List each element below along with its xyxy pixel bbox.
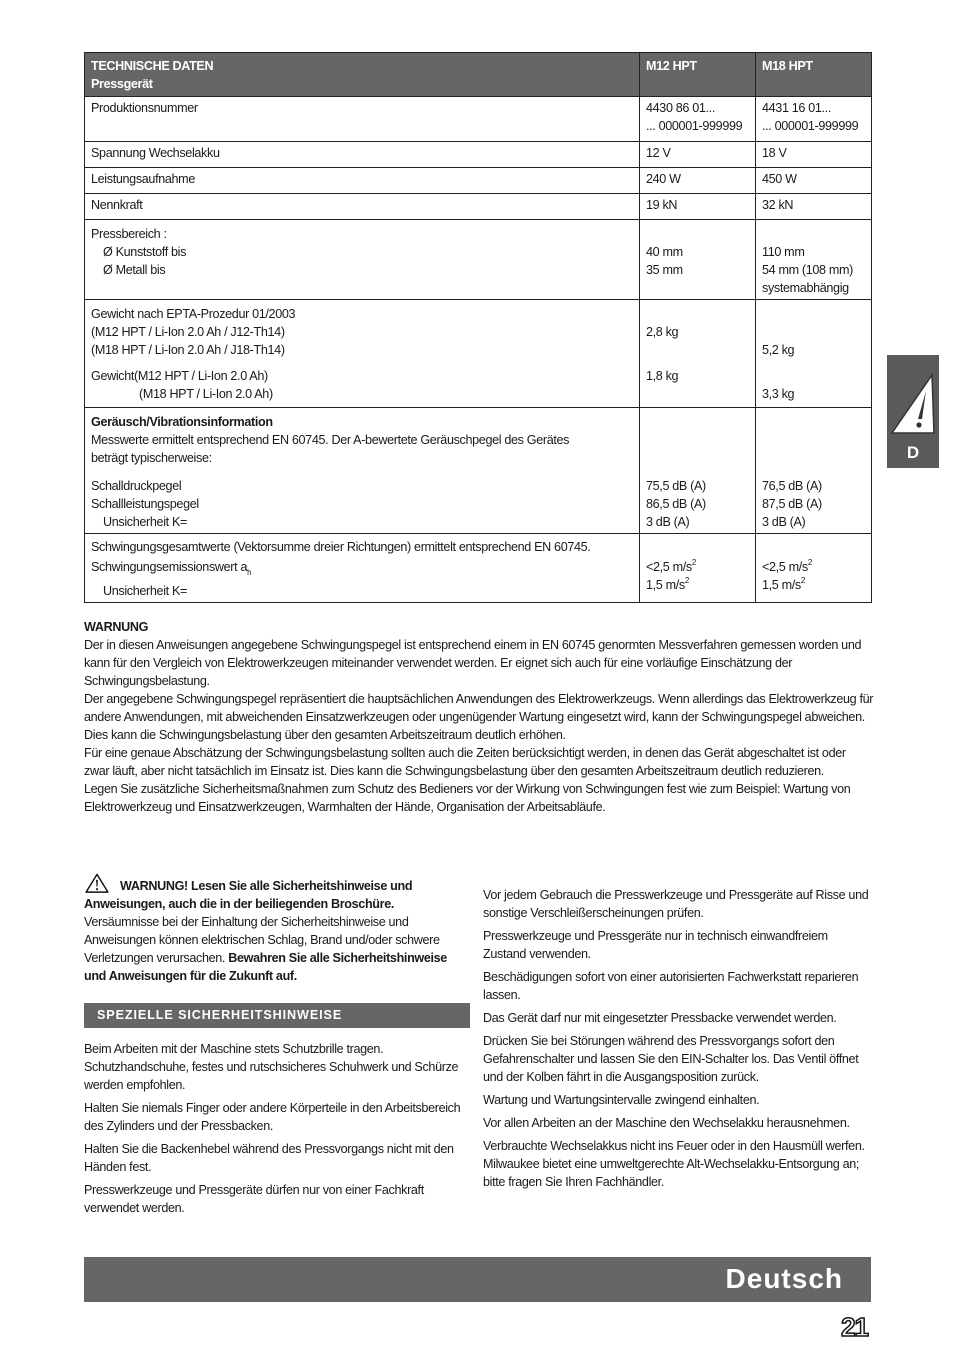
vibration-desc: Schwingungsgesamtwerte (Vektorsumme dreier Richtungen) ermittelt entsprechend EN 60745. [91, 540, 591, 554]
superscript: 2 [684, 576, 689, 585]
noise-m12-power: 86,5 dB (A) [646, 497, 706, 511]
noise-m12-pressure: 75,5 dB (A) [646, 479, 706, 493]
safety-paragraph-1: Beim Arbeiten mit der Maschine stets Schutzbrille tragen. Schutzhandschuhe, festes und rutschsicheres Schuhwerk und Schürze werden empfohlen. [84, 1042, 459, 1092]
header-title: TECHNISCHE DATEN [91, 59, 214, 73]
voltage-label: Spannung Wechselakku [85, 142, 640, 168]
language-side-tab [887, 355, 939, 468]
range-m18-plastic: 110 mm [762, 245, 805, 259]
power-m12: 240 W [640, 168, 756, 194]
safety-paragraph-3: Halten Sie die Backenhebel während des Pressvorgangs nicht mit den Händen fest. [84, 1142, 454, 1174]
warning-triangle-icon [890, 373, 936, 437]
superscript: 2 [800, 576, 805, 585]
table-row [85, 408, 872, 534]
safety-paragraph-4: Presswerkzeuge und Pressgeräte dürfen nur von einer Fachkraft verwendet werden. [84, 1183, 424, 1215]
weight-label-cell [85, 300, 640, 408]
table-row [85, 534, 872, 603]
range-plastic-label: Ø Kunststoff bis [103, 245, 187, 259]
force-m12: 19 kN [640, 194, 756, 220]
noise-desc2: beträgt typischerweise: [91, 451, 212, 465]
production-label: Produktionsnummer [85, 97, 640, 142]
safety-paragraph-8: Das Gerät darf nur mit eingesetzter Pressbacke verwendet werden. [483, 1011, 837, 1025]
vibration-m12 [640, 534, 756, 603]
vibration-m18-uncert-value: 1,5 m/s [762, 578, 801, 592]
noise-title: Geräusch/Vibrationsinformation [91, 415, 273, 429]
page-number: 21 [841, 1312, 868, 1342]
voltage-m18: 18 V [756, 142, 872, 168]
production-m12-line2: ... 000001-999999 [646, 119, 743, 133]
power-m18: 450 W [756, 168, 872, 194]
table-header-row [85, 53, 872, 97]
noise-label-cell [85, 408, 640, 534]
noise-m18-power: 87,5 dB (A) [762, 497, 822, 511]
weight-line1: Gewicht nach EPTA-Prozedur 01/2003 [91, 307, 296, 321]
noise-m12 [640, 408, 756, 534]
force-label: Nennkraft [85, 194, 640, 220]
table-row [85, 97, 872, 142]
safety-paragraph-5: Vor jedem Gebrauch die Presswerkzeuge und Pressgeräte auf Risse und sonstige Verschleißerscheinungen prüfen. [483, 888, 869, 920]
header-title-cell [85, 53, 640, 97]
warning-triangle-icon [84, 873, 110, 893]
production-m18 [756, 97, 872, 142]
vibration-m12-emission-value: <2,5 m/s [646, 560, 692, 574]
warning-paragraph-2: Der angegebene Schwingungspegel repräsentiert die hauptsächlichen Anwendungen des Elektrowerkzeugs. Wenn allerdings das Elektrowerkzeug für andere Anwendungen, mit abweichenden Einsatzwerkzeugen oder ungenügender Wartung eingesetzt wird, kann der Schwingungspegel abweichen. Dies kann die Schwingungsbelastung über den gesamten Arbeitszeitraum deutlich erhöhen. [84, 692, 874, 742]
production-m12-line1: 4430 86 01... [646, 101, 715, 115]
vibration-m12-emission [646, 558, 749, 576]
range-label: Pressbereich : [91, 227, 167, 241]
vibration-m12-uncert [646, 576, 749, 594]
weight-line2: (M12 HPT / Li-Ion 2.0 Ah / J12-Th14) [91, 325, 285, 339]
weight-m18-epta: 5,2 kg [762, 343, 795, 357]
safety-warning [84, 873, 470, 985]
weight-m18-plain: 3,3 kg [762, 387, 795, 401]
range-m18-note: systemabhängig [762, 281, 849, 295]
voltage-m12: 12 V [640, 142, 756, 168]
production-m18-line1: 4431 16 01... [762, 101, 831, 115]
weight-line4: Gewicht(M12 HPT / Li-Ion 2.0 Ah) [91, 369, 268, 383]
safety-paragraph-9: Drücken Sie bei Störungen während des Pressvorgangs sofort den Gefahrenschalter und lassen Sie den EIN-Schalter los. Das Ventil öffnet und der Kolben fährt in die Ausgangsposition zurück. [483, 1034, 859, 1084]
safety-paragraph-2: Halten Sie niemals Finger oder andere Körperteile in den Arbeitsbereich des Zylinders und der Pressbacken. [84, 1101, 461, 1133]
range-m18-metal: 54 mm (108 mm) [762, 263, 853, 277]
range-m18 [756, 220, 872, 300]
safety-paragraph-10: Wartung und Wartungsintervalle zwingend einhalten. [483, 1093, 760, 1107]
language-letter: D [906, 443, 920, 462]
table-row [85, 168, 872, 194]
vibration-emission-text: Schwingungsemissionswert a [91, 560, 248, 574]
warning-paragraph-1: Der in diesen Anweisungen angegebene Schwingungspegel ist entsprechend einem in EN 60745 genormten Messverfahren gemessen worden und kann für den Vergleich von Elektrowerkzeugen miteinander verwendet werden. Er eignet sich auch für eine vorläufige Einschätzung der Schwingungsbelastung. [84, 638, 862, 688]
range-label-cell [85, 220, 640, 300]
safety-warning-text: Versäumnisse bei der Einhaltung der Sicherheitshinweise und Anweisungen können elektrischen Schlag, Brand und/oder schwere Verletzungen verursachen. [84, 915, 440, 965]
table-row [85, 300, 872, 408]
production-m18-line2: ... 000001-999999 [762, 119, 859, 133]
power-label: Leistungsaufnahme [85, 168, 640, 194]
safety-paragraph-6: Presswerkzeuge und Pressgeräte nur in technisch einwandfreiem Zustand verwenden. [483, 929, 828, 961]
vibration-warning [84, 618, 874, 816]
safety-paragraph-11: Vor allen Arbeiten an der Maschine den Wechselakku herausnehmen. [483, 1116, 850, 1130]
header-m18: M18 HPT [756, 53, 872, 97]
vibration-m18-uncert [762, 576, 865, 594]
technical-data-table [84, 52, 872, 603]
safety-paragraph-12: Verbrauchte Wechselakkus nicht ins Feuer oder in den Hausmüll werfen. Milwaukee bietet eine umweltgerechte Alt-Wechselakku-Entsorgung an; bitte fragen Sie Ihren Fachhändler. [483, 1139, 865, 1189]
warning-title: WARNUNG [84, 620, 149, 634]
range-m12-plastic: 40 mm [646, 245, 683, 259]
weight-m12-epta: 2,8 kg [646, 325, 679, 339]
footer-language-bar [84, 1257, 871, 1302]
range-m12 [640, 220, 756, 300]
noise-uncert-label: Unsicherheit K= [103, 515, 188, 529]
safety-paragraph-7: Beschädigungen sofort von einer autorisierten Fachwerkstatt reparieren lassen. [483, 970, 859, 1002]
safety-warning-bold: WARNUNG! Lesen Sie alle Sicherheitshinweise und Anweisungen, auch die in der beiliegenden Broschüre. [84, 879, 413, 911]
vibration-label-cell [85, 534, 640, 603]
force-m18: 32 kN [756, 194, 872, 220]
weight-m18 [756, 300, 872, 408]
warning-paragraph-4: Legen Sie zusätzliche Sicherheitsmaßnahmen zum Schutz des Bedieners vor der Wirkung von Schwingungen fest wie zum Beispiel: Wartung von Elektrowerkzeug und Einsatzwerkzeugen, Warmhalten der Hände, Organisation der Arbeitsabläufe. [84, 782, 851, 814]
noise-desc1: Messwerte ermittelt entsprechend EN 60745. Der A-bewertete Geräuschpegel des Gerätes [91, 433, 570, 447]
range-m12-metal: 35 mm [646, 263, 683, 277]
superscript: 2 [807, 558, 812, 567]
noise-m18-pressure: 76,5 dB (A) [762, 479, 822, 493]
section-heading: SPEZIELLE SICHERHEITSHINWEISE [84, 1003, 470, 1028]
header-subtitle: Pressgerät [91, 77, 153, 91]
noise-pressure-label: Schalldruckpegel [91, 479, 182, 493]
safety-warning-bold-2: Bewahren Sie alle Sicherheitshinweise und Anweisungen für die Zukunft auf. [84, 951, 447, 983]
noise-m18-uncert: 3 dB (A) [762, 515, 806, 529]
vibration-emission-label [91, 558, 633, 582]
range-metal-label: Ø Metall bis [103, 263, 166, 277]
vibration-uncert-label: Unsicherheit K= [103, 584, 188, 598]
weight-m12-plain: 1,8 kg [646, 369, 679, 383]
vibration-m12-uncert-value: 1,5 m/s [646, 578, 685, 592]
warning-paragraph-3: Für eine genaue Abschätzung der Schwingungsbelastung sollten auch die Zeiten berücksichtigt werden, in denen das Gerät abgeschaltet ist oder zwar läuft, aber nicht tatsächlich im Einsatz ist. Dies kann die Schwingungsbelastung über den gesamten Arbeitszeitraum deutlich reduzieren. [84, 746, 846, 778]
superscript: 2 [691, 558, 696, 567]
noise-m12-uncert: 3 dB (A) [646, 515, 690, 529]
footer-language: Deutsch [725, 1263, 843, 1294]
table-row [85, 194, 872, 220]
right-column [483, 886, 871, 1196]
vibration-m18-emission-value: <2,5 m/s [762, 560, 808, 574]
noise-power-label: Schallleistungspegel [91, 497, 199, 511]
table-row [85, 220, 872, 300]
vibration-emission-subscript: h [247, 568, 252, 577]
header-m12: M12 HPT [640, 53, 756, 97]
weight-line3: (M18 HPT / Li-Ion 2.0 Ah / J18-Th14) [91, 343, 285, 357]
production-m12 [640, 97, 756, 142]
noise-m18 [756, 408, 872, 534]
left-column [84, 873, 470, 1222]
vibration-m18 [756, 534, 872, 603]
weight-m12 [640, 300, 756, 408]
vibration-m18-emission [762, 558, 865, 576]
table-row [85, 142, 872, 168]
weight-line5: (M18 HPT / Li-Ion 2.0 Ah) [139, 387, 273, 401]
